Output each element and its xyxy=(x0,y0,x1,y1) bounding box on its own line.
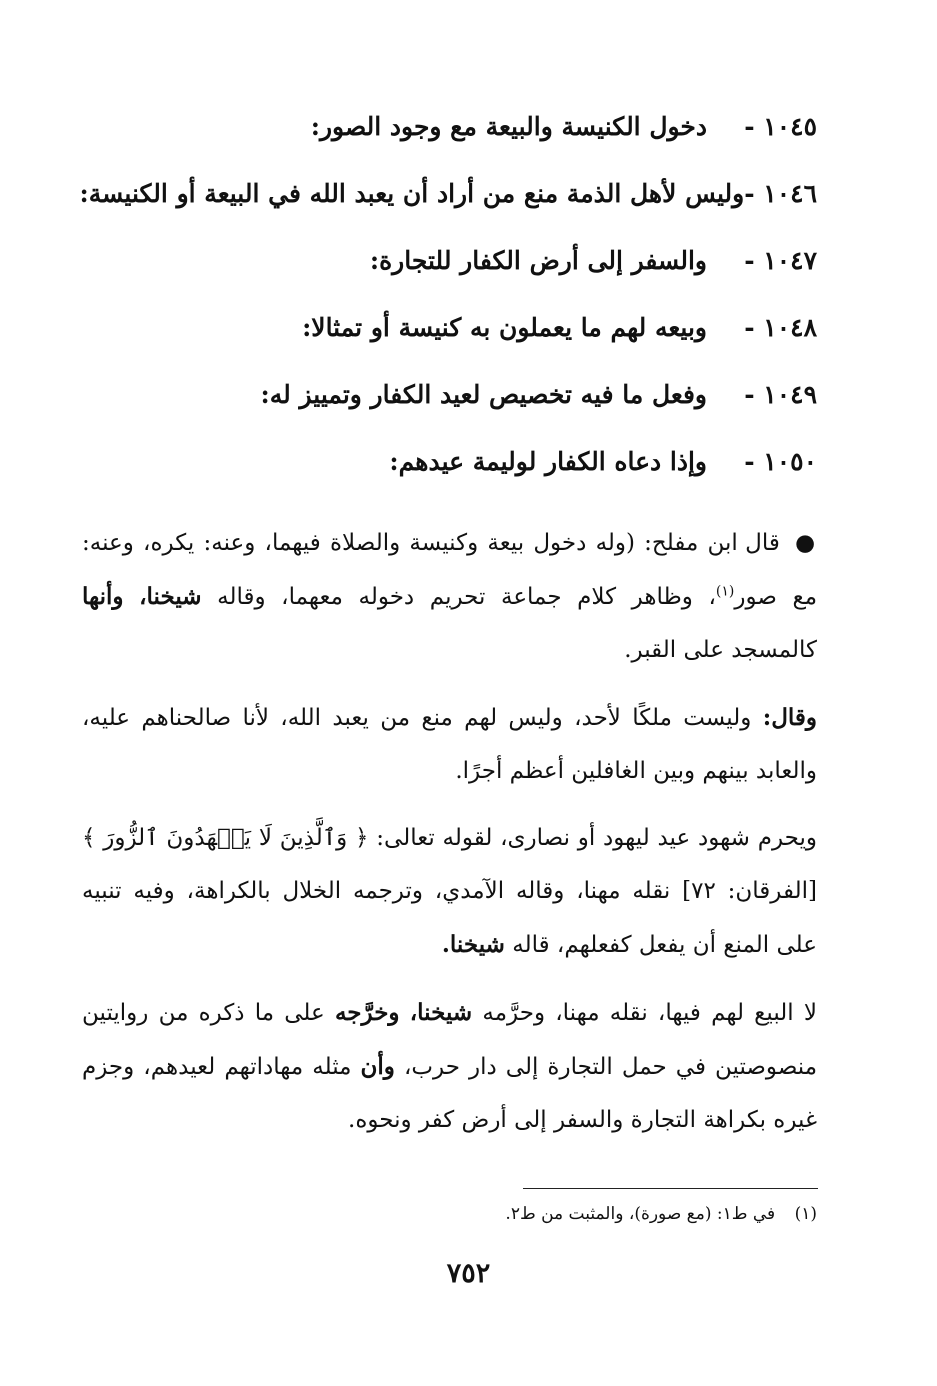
emphasis-text: شيخنا. xyxy=(441,931,505,958)
issue-number: ١٠٥٠ - xyxy=(744,447,817,476)
issue-title: وإذا دعاه الكفار لوليمة عيدهم: xyxy=(389,447,707,476)
issue-title: وفعل ما فيه تخصيص لعيد الكفار وتمييز له: xyxy=(260,380,707,409)
paragraph-bay xyxy=(82,986,817,1147)
paragraph-qala xyxy=(82,691,817,798)
issue-title: والسفر إلى أرض الكفار للتجارة: xyxy=(369,246,707,275)
paragraph-text: لا البيع لهم فيها، نقله مهنا، وحرَّمه xyxy=(482,1000,818,1026)
emphasis-text: شيخنا، xyxy=(409,999,473,1026)
page-number: ٧٥٢ xyxy=(446,1258,491,1289)
footnote-divider xyxy=(523,1188,818,1189)
issue-1050 xyxy=(82,447,817,514)
issue-title: وبيعه لهم ما يعملون به كنيسة أو تمثالا: xyxy=(302,313,707,342)
paragraph-text: ، وظاهر كلام جماعة تحريم دخوله معهما، وقاله xyxy=(217,584,716,610)
paragraph-text: قال ابن مفلح: (وله دخول بيعة وكنيسة والصلاة فيهما، وعنه: يكره، وعنه: مع صور xyxy=(82,530,818,610)
issue-1048 xyxy=(82,313,817,380)
issue-number: ١٠٤٥ - xyxy=(744,112,817,141)
issue-1049 xyxy=(82,380,817,447)
issue-title: وليس لأهل الذمة منع من أراد أن يعبد الله في البيعة أو الكنيسة: xyxy=(79,179,745,208)
emphasis-text: وخرَّجه xyxy=(334,999,400,1026)
paragraph-text: كالمسجد على القبر. xyxy=(624,637,817,663)
issue-title: دخول الكنيسة والبيعة مع وجود الصور: xyxy=(310,112,707,141)
emphasis-text: وأنها xyxy=(82,583,124,610)
issue-number: ١٠٤٨ - xyxy=(744,313,817,342)
issue-number: ١٠٤٧ - xyxy=(744,246,817,275)
emphasis-text: وأن xyxy=(360,1053,395,1080)
footnote-reference[interactable]: (١) xyxy=(715,583,735,600)
issue-number: ١٠٤٦ - xyxy=(744,179,817,208)
quran-verse: ﴿ وَٱلَّذِينَ لَا يَشۡهَدُونَ ٱلزُّورَ ﴾ xyxy=(82,825,369,851)
footnote-text: في ط١: (مع صورة)، والمثبت من ط٢. xyxy=(505,1204,776,1224)
paragraph-text: مثله مهاداتهم لعيدهم، وجزم غيره بكراهة التجارة والسفر إلى أرض كفر ونحوه. xyxy=(82,1054,817,1133)
footnote xyxy=(317,1204,817,1224)
paragraph-text: نقله مهنا، وقاله الآمدي، وترجمه الخلال بالكراهة، وفيه تنبيه على المنع أن يفعل كفعلهم، قاله xyxy=(82,878,817,958)
emphasis-text: شيخنا، xyxy=(139,583,202,610)
bullet-icon: ● xyxy=(795,529,817,556)
issue-1047 xyxy=(82,246,817,313)
paragraph-text: ويحرم شهود عيد ليهود أو نصارى، لقوله تعالى: xyxy=(376,825,818,851)
paragraph-text: على ما ذكره من روايتين منصوصتين في حمل التجارة إلى دار حرب، xyxy=(82,1000,818,1080)
issue-1046 xyxy=(79,179,817,246)
paragraph-lead: وقال: xyxy=(762,704,818,731)
paragraph-text: وليست ملكًا لأحد، وليس لهم منع من يعبد الله، لأنا صالحناهم عليه، والعابد بينهم وبين الغافلين أعظم أجرًا. xyxy=(82,705,817,784)
footnote-number: (١) xyxy=(794,1204,817,1224)
paragraph-ibn-muflih xyxy=(82,516,817,677)
verse-reference: [الفرقان: ٧٢] xyxy=(682,878,817,904)
page-body xyxy=(79,112,818,1147)
issue-number: ١٠٤٩ - xyxy=(744,380,817,409)
paragraph-shuhud-eid xyxy=(82,812,817,972)
issue-1045 xyxy=(82,112,817,179)
